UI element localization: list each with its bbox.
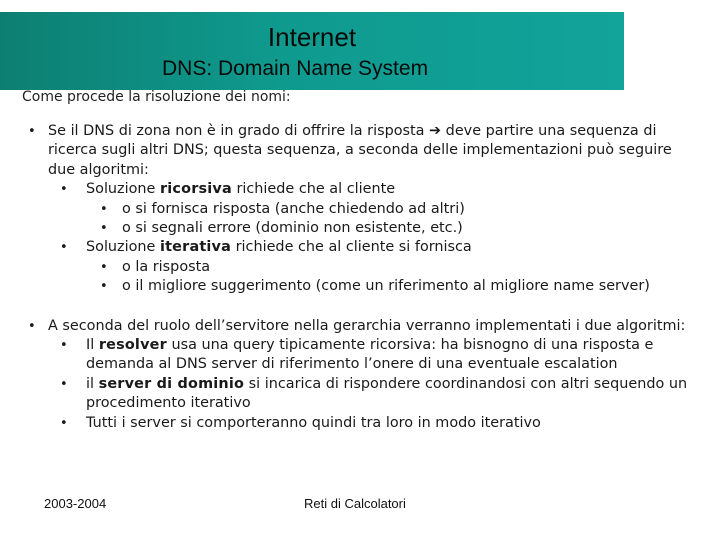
bullet-dns-search (0, 122, 700, 297)
term-iterative: iterativa (159, 239, 232, 256)
list-item: • o la risposta (122, 258, 700, 277)
list-item: • o il migliore suggerimento (come un riferimento al migliore name server) (122, 277, 700, 296)
sub-bullet-recursive (86, 180, 700, 238)
footer-year: 2003-2004 (44, 496, 107, 511)
term-resolver: resolver (98, 337, 167, 354)
bullet-text: Se il DNS di zona non è in grado di offrire la risposta (48, 123, 430, 139)
sub-bullet-prefix: Soluzione (86, 239, 160, 256)
sub-bullet-suffix: richiede che al cliente si fornisca (231, 239, 472, 256)
term-recursive: ricorsiva (159, 181, 232, 198)
sub-bullet-suffix: si incarica di rispondere coordinandosi con altri sequendo un procedimento iterativo (86, 375, 688, 412)
arrow-icon: ➔ (429, 123, 442, 139)
bullet-server-roles (0, 317, 700, 433)
sub-bullet-suffix: richiede che al cliente (231, 181, 396, 198)
title-banner (0, 12, 624, 90)
bullet-text-continued: deve partire una sequenza di ricerca sugli altri DNS; questa sequenza, a seconda delle implementazioni può seguire due algoritmi: (48, 123, 672, 178)
sub-bullet-suffix: usa una query tipicamente ricorsiva: ha bisnogno di una risposta e demanda al DNS server di riferimento l’onere di una eventuale escalation (86, 337, 654, 373)
list-item: • o si segnali errore (dominio non esistente, etc.) (122, 219, 700, 238)
sub-bullet-prefix: Soluzione (86, 181, 160, 198)
sub-bullet-prefix: il (86, 375, 99, 392)
term-domain-server: server di dominio (98, 375, 245, 392)
sub-bullet-domain-server (86, 375, 700, 414)
sub-bullet-all-servers: • Tutti i server si comporteranno quindi tra loro in modo iterativo (86, 414, 700, 433)
footer-course: Reti di Calcolatori (304, 496, 406, 511)
sub-bullet-prefix: Il (86, 337, 99, 354)
slide-title: Internet (267, 22, 357, 52)
bullet-text: A seconda del ruolo dell’servitore nella gerarchia verranno implementati i due algoritmi: (48, 317, 686, 334)
list-item: • o si fornisca risposta (anche chiedendo ad altri) (122, 200, 700, 219)
slide-subtitle: DNS: Domain Name System (162, 57, 429, 80)
slide-body (0, 122, 700, 433)
sub-bullet-iterative (86, 238, 700, 296)
sub-bullet-resolver (86, 336, 700, 375)
intro-text: Come procede la risoluzione dei nomi: (22, 89, 291, 105)
